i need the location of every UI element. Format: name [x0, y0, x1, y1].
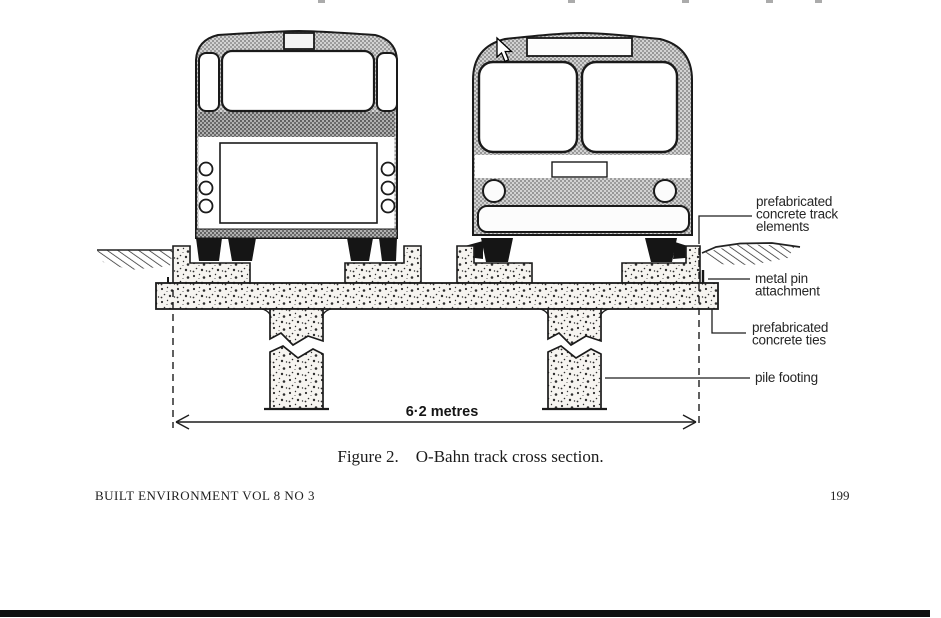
- label-concrete-ties: prefabricated concrete ties: [752, 320, 829, 348]
- dimension-6-2-metres: [173, 248, 699, 429]
- bus-front-windshield-left: [479, 62, 577, 152]
- figure-caption-label: Figure 2.: [337, 447, 399, 466]
- dimension-label: 6·2 metres: [405, 404, 479, 420]
- page-bottom-rule: [0, 610, 930, 617]
- label-metal-pin: metal pin attachment: [755, 271, 820, 299]
- bus-front-license-plate: [552, 162, 607, 177]
- bus-rear-side-window-right: [377, 53, 397, 111]
- bus-rear-view: [196, 31, 397, 261]
- ground-hatching-right: [702, 243, 800, 265]
- page-footer: [0, 488, 941, 506]
- bus-front-view: [461, 33, 697, 262]
- label-pile-footing: pile footing: [755, 370, 818, 385]
- bus-front-wheels: [461, 238, 697, 262]
- concrete-tie-slab: [156, 283, 718, 309]
- bus-front-destination-sign: [527, 38, 632, 56]
- bus-front-headlight-left: [483, 180, 505, 202]
- bus-rear-beltline-band: [198, 112, 395, 137]
- bus-front-headlight-right: [654, 180, 676, 202]
- bus-rear-engine-door: [220, 143, 377, 223]
- bus-rear-window: [222, 51, 374, 111]
- bus-rear-side-window-left: [199, 53, 219, 111]
- page-number: 199: [830, 488, 850, 503]
- label-track-elements: prefabricated concrete track elements: [756, 194, 838, 234]
- bus-rear-roof-vent: [284, 33, 314, 49]
- bus-front-bumper: [478, 206, 689, 232]
- journal-footer-text: BUILT ENVIRONMENT VOL 8 NO 3: [95, 488, 315, 503]
- figure-caption-text: O-Bahn track cross section.: [415, 447, 604, 466]
- pile-footings: [262, 309, 609, 409]
- bus-front-windshield-right: [582, 62, 677, 152]
- bus-rear-bumper: [196, 229, 397, 238]
- figure-caption: [0, 447, 941, 467]
- ground-hatching-left: [97, 250, 173, 270]
- bus-rear-wheels: [196, 238, 397, 261]
- leader-track-elements: [699, 216, 752, 244]
- leader-concrete-ties: [712, 309, 746, 333]
